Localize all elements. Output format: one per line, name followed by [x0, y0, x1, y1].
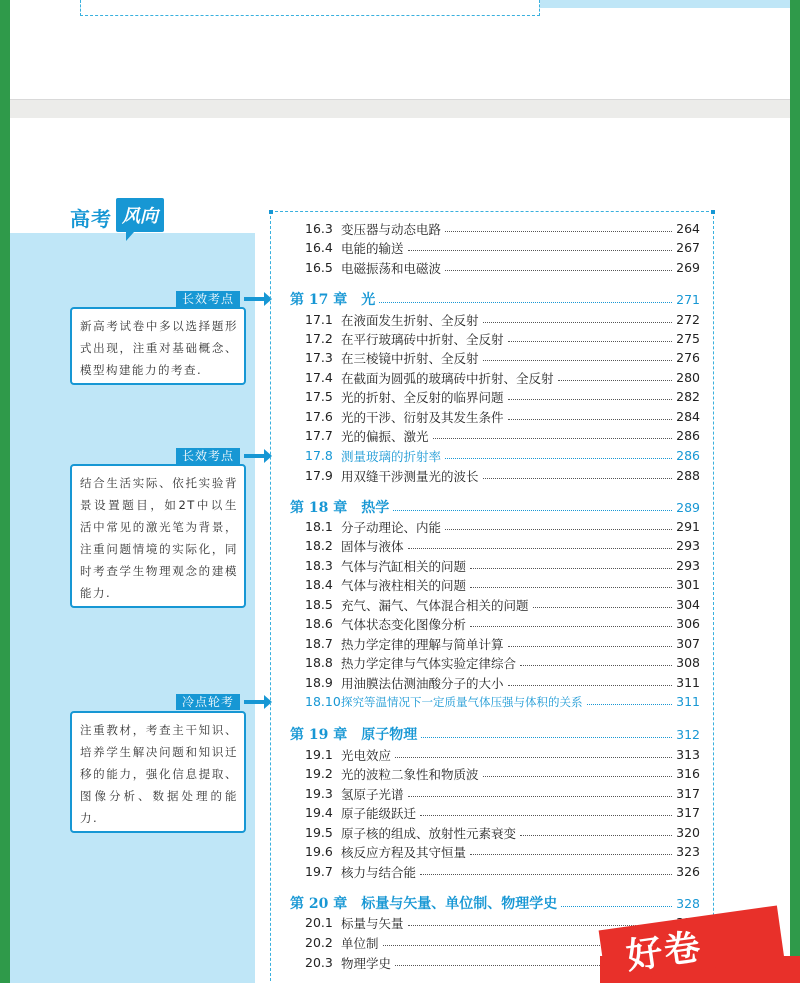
page-number: 286 — [676, 448, 700, 463]
section-title: 光的偏振、激光 — [341, 428, 429, 444]
section-title: 气体与液柱相关的问题 — [341, 577, 467, 593]
arrow-right-icon — [244, 297, 266, 301]
brand-text: 高考 — [70, 207, 112, 231]
page-number: 320 — [676, 825, 700, 840]
section-number: 19.4 — [305, 805, 333, 820]
page-number: 271 — [676, 291, 700, 307]
toc-row[interactable] — [305, 862, 700, 881]
toc-row[interactable] — [305, 517, 700, 536]
chapter-title: 第 20 章 标量与矢量、单位制、物理学史 — [290, 896, 558, 912]
leader-dots — [408, 250, 673, 251]
section-title: 光的波粒二象性和物质波 — [341, 766, 479, 782]
stamp-text: 好卷 — [623, 926, 705, 978]
page-number: 267 — [676, 240, 700, 255]
note-tag: 长效考点 — [176, 448, 240, 464]
brand-badge: 风向 — [116, 198, 164, 232]
note-card: 结合生活实际、依托实验背景设置题目，如2T中以生活中常见的激光笔为背景，注重问题情境的实际化，同时考查学生物理观念的建模能力. — [70, 464, 246, 608]
section-title: 物理学史 — [341, 955, 392, 971]
page-number: 313 — [676, 747, 700, 762]
leader-dots — [508, 419, 673, 420]
page-number: 286 — [676, 428, 700, 443]
section-number: 18.10 — [305, 694, 341, 709]
section-title: 变压器与动态电路 — [341, 221, 442, 237]
section-number: 16.5 — [305, 260, 333, 275]
section-number: 16.3 — [305, 221, 333, 236]
leader-dots — [561, 906, 672, 907]
section-title: 充气、漏气、气体混合相关的问题 — [341, 597, 529, 613]
toc-row[interactable] — [305, 634, 700, 653]
section-title: 热力学定律与气体实验定律综合 — [341, 655, 517, 671]
page-number: 317 — [676, 805, 700, 820]
section-title: 热力学定律的理解与简单计算 — [341, 636, 504, 652]
leader-dots — [445, 231, 672, 232]
section-number: 17.3 — [305, 350, 333, 365]
toc-row[interactable] — [305, 614, 700, 633]
toc-row[interactable] — [305, 368, 700, 387]
section-number: 20.2 — [305, 935, 333, 950]
section-title: 用双缝干涉测量光的波长 — [341, 468, 479, 484]
section-title: 标量与矢量 — [341, 915, 404, 931]
note-card: 新高考试卷中多以选择题形式出现，注重对基础概念、模型构建能力的考查. — [70, 307, 246, 385]
toc-row[interactable] — [305, 745, 700, 764]
page-number: 293 — [676, 538, 700, 553]
chapter-title: 第 18 章 热学 — [290, 500, 390, 516]
leader-dots — [483, 322, 673, 323]
leader-dots — [420, 815, 672, 816]
leader-dots — [483, 478, 673, 479]
section-number: 18.1 — [305, 519, 333, 534]
section-number: 18.6 — [305, 616, 333, 631]
brand-logo — [70, 196, 164, 232]
section-number: 18.2 — [305, 538, 333, 553]
leader-dots — [508, 685, 673, 686]
leader-dots — [558, 380, 673, 381]
section-title: 核反应方程及其守恒量 — [341, 844, 467, 860]
section-number: 17.4 — [305, 370, 333, 385]
toc-row[interactable] — [305, 764, 700, 783]
leader-dots — [445, 529, 672, 530]
section-number: 18.5 — [305, 597, 333, 612]
section-title: 探究等温情况下一定质量气体压强与体积的关系 — [341, 694, 583, 709]
section-number: 18.7 — [305, 636, 333, 651]
section-title: 用油膜法估测油酸分子的大小 — [341, 675, 504, 691]
toc-row[interactable] — [305, 426, 700, 445]
page-number: 306 — [676, 616, 700, 631]
leader-dots — [508, 646, 673, 647]
section-number: 17.6 — [305, 409, 333, 424]
toc-row[interactable] — [305, 310, 700, 329]
leader-dots — [433, 438, 673, 439]
section-title: 光电效应 — [341, 747, 392, 763]
leader-dots — [533, 607, 673, 608]
chapter-title: 第 19 章 原子物理 — [290, 727, 418, 743]
section-title: 电能的输送 — [341, 240, 404, 256]
page-gap — [10, 100, 790, 118]
toc-row[interactable] — [305, 575, 700, 594]
leader-dots — [420, 874, 672, 875]
note-tag: 冷点轮考 — [176, 694, 240, 710]
leader-dots — [408, 796, 673, 797]
section-number: 18.9 — [305, 675, 333, 690]
page-number: 264 — [676, 221, 700, 236]
section-title: 在液面发生折射、全反射 — [341, 312, 479, 328]
section-title: 气体与汽缸相关的问题 — [341, 558, 467, 574]
toc-row-highlighted[interactable] — [305, 692, 700, 711]
page-number: 328 — [676, 895, 700, 911]
page-number: 312 — [676, 726, 700, 742]
previous-page-bar — [540, 0, 790, 8]
toc-row[interactable] — [305, 238, 700, 257]
section-number: 19.6 — [305, 844, 333, 859]
section-title: 在三棱镜中折射、全反射 — [341, 350, 479, 366]
section-title: 气体状态变化图像分析 — [341, 616, 467, 632]
toc-row[interactable] — [305, 784, 700, 803]
leader-dots — [520, 665, 672, 666]
page-number: 323 — [676, 844, 700, 859]
page-number: 307 — [676, 636, 700, 651]
chapter-heading[interactable] — [290, 723, 700, 745]
page-number: 272 — [676, 312, 700, 327]
leader-dots — [393, 510, 672, 511]
section-title: 分子动理论、内能 — [341, 519, 442, 535]
leader-dots — [470, 854, 672, 855]
arrow-right-icon — [244, 454, 266, 458]
page-number: 269 — [676, 260, 700, 275]
section-title: 固体与液体 — [341, 538, 404, 554]
leader-dots — [470, 587, 672, 588]
section-number: 16.4 — [305, 240, 333, 255]
page-number: 301 — [676, 577, 700, 592]
section-title: 电磁振荡和电磁波 — [341, 260, 442, 276]
leader-dots — [587, 704, 673, 705]
page-number: 282 — [676, 389, 700, 404]
toc-row[interactable] — [305, 842, 700, 861]
toc-row[interactable] — [305, 653, 700, 672]
section-title: 核力与结合能 — [341, 864, 417, 880]
section-number: 18.3 — [305, 558, 333, 573]
leader-dots — [508, 341, 673, 342]
toc-row[interactable] — [305, 258, 700, 277]
page-number: 326 — [676, 864, 700, 879]
previous-page-box — [80, 0, 540, 16]
page-number: 311 — [676, 694, 700, 709]
page-number: 289 — [676, 499, 700, 515]
leader-dots — [421, 737, 672, 738]
leader-dots — [445, 270, 672, 271]
page-number: 304 — [676, 597, 700, 612]
toc-row[interactable] — [305, 387, 700, 406]
section-number: 17.2 — [305, 331, 333, 346]
arrow-right-icon — [244, 700, 266, 704]
page-number: 275 — [676, 331, 700, 346]
section-title: 在平行玻璃砖中折射、全反射 — [341, 331, 504, 347]
section-title: 测量玻璃的折射率 — [341, 448, 442, 464]
chapter-heading[interactable] — [290, 892, 700, 914]
section-title: 在截面为圆弧的玻璃砖中折射、全反射 — [341, 370, 554, 386]
section-number: 17.8 — [305, 448, 333, 463]
note-card: 注重教材，考查主干知识、培养学生解决问题和知识迁移的能力，强化信息提取、图像分析、数据处理的能力. — [70, 711, 246, 833]
page-number: 284 — [676, 409, 700, 424]
page-number: 288 — [676, 468, 700, 483]
section-title: 原子能级跃迁 — [341, 805, 417, 821]
page-number: 311 — [676, 675, 700, 690]
toc-row[interactable] — [305, 219, 700, 238]
page-number: 291 — [676, 519, 700, 534]
toc-row[interactable] — [305, 407, 700, 426]
section-number: 17.5 — [305, 389, 333, 404]
chapter-heading[interactable] — [290, 496, 700, 518]
section-number: 19.5 — [305, 825, 333, 840]
section-number: 18.8 — [305, 655, 333, 670]
section-number: 19.1 — [305, 747, 333, 762]
leader-dots — [470, 626, 672, 627]
section-number: 17.9 — [305, 468, 333, 483]
note-tag: 长效考点 — [176, 291, 240, 307]
section-number: 19.3 — [305, 786, 333, 801]
leader-dots — [395, 757, 672, 758]
section-title: 原子核的组成、放射性元素衰变 — [341, 825, 517, 841]
page-number: 316 — [676, 766, 700, 781]
section-title: 光的干涉、衍射及其发生条件 — [341, 409, 504, 425]
toc-row[interactable] — [305, 673, 700, 692]
page-number: 308 — [676, 655, 700, 670]
section-number: 20.3 — [305, 955, 333, 970]
toc-row[interactable] — [305, 466, 700, 485]
toc-row-highlighted[interactable] — [305, 446, 700, 465]
section-title: 单位制 — [341, 935, 379, 951]
section-number: 17.1 — [305, 312, 333, 327]
page-number: 280 — [676, 370, 700, 385]
leader-dots — [520, 835, 672, 836]
toc-row[interactable] — [305, 329, 700, 348]
section-number: 19.7 — [305, 864, 333, 879]
section-number: 17.7 — [305, 428, 333, 443]
section-title: 光的折射、全反射的临界问题 — [341, 389, 504, 405]
leader-dots — [470, 568, 672, 569]
toc-row[interactable] — [305, 536, 700, 555]
toc-row[interactable] — [305, 348, 700, 367]
section-title: 氢原子光谱 — [341, 786, 404, 802]
leader-dots — [483, 360, 673, 361]
section-number: 19.2 — [305, 766, 333, 781]
chapter-heading[interactable] — [290, 288, 700, 310]
leader-dots — [508, 399, 673, 400]
page-number: 293 — [676, 558, 700, 573]
toc-row[interactable] — [305, 595, 700, 614]
leader-dots — [408, 548, 673, 549]
leader-dots — [379, 302, 672, 303]
section-number: 18.4 — [305, 577, 333, 592]
page-number: 276 — [676, 350, 700, 365]
toc-row[interactable] — [305, 823, 700, 842]
toc-row[interactable] — [305, 803, 700, 822]
page-number: 317 — [676, 786, 700, 801]
leader-dots — [445, 458, 672, 459]
chapter-title: 第 17 章 光 — [290, 292, 376, 308]
section-number: 20.1 — [305, 915, 333, 930]
toc-row[interactable] — [305, 556, 700, 575]
leader-dots — [483, 776, 673, 777]
